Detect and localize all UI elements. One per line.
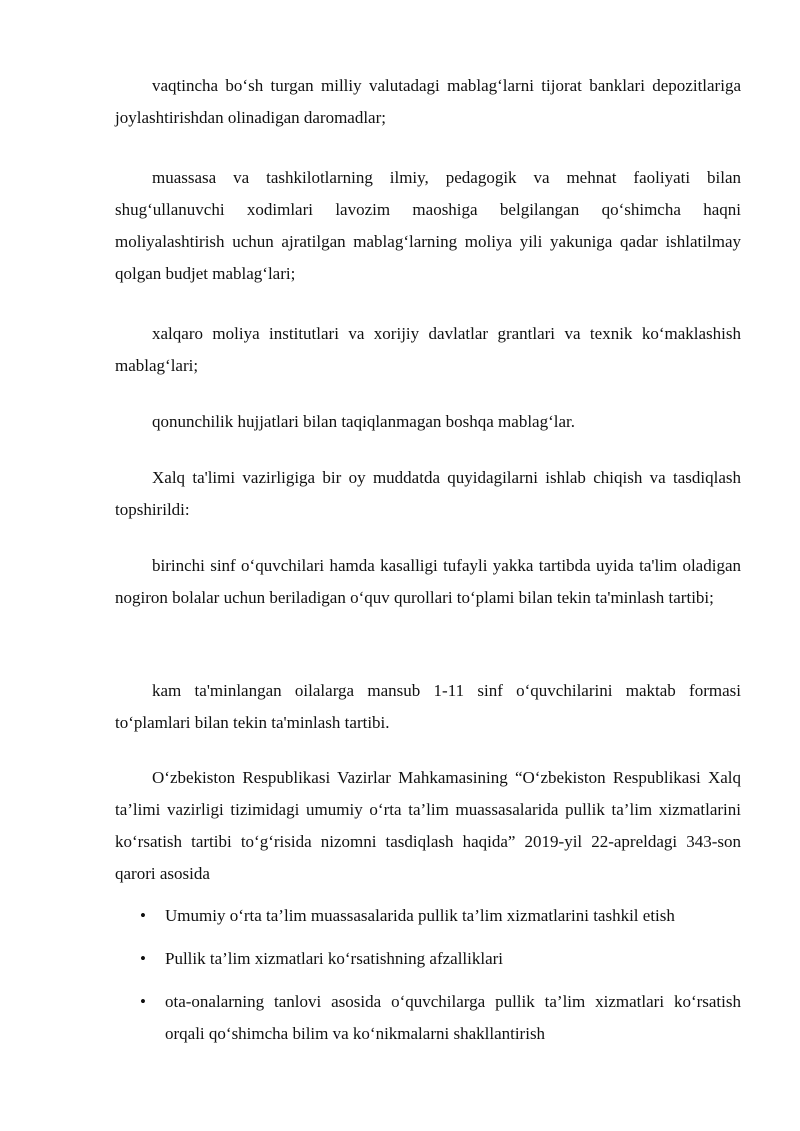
bullet-marker: • [140,949,146,968]
bullet-item-text: Umumiy o‘rta ta’lim muassasalarida pullik ta’lim xizmatlarini tashkil etish [165,906,675,925]
paragraph-school-uniforms: kam ta'minlangan oilalarga mansub 1-11 sinf o‘quvchilarini maktab formasi to‘plamlari bilan tekin ta'minlash tartibi. [115,681,741,732]
paragraph-other-funds: qonunchilik hujjatlari bilan taqiqlanmagan boshqa mablag‘lar. [152,412,575,431]
paragraph-cabinet-resolution: O‘zbekiston Respublikasi Vazirlar Mahkamasining “O‘zbekiston Respublikasi Xalq ta’limi vazirligi tizimidagi umumiy o‘rta ta’lim muassasalarida pullik ta’lim xizmatlarini ko‘rsatish tartibi to‘g‘risida nizomni tasdiqlash haqida” 2019-yil 22-apreldagi 343-son qarori asosida [115,768,741,883]
bullet-item-advantages [140,943,741,975]
bullet-item-text: Pullik ta’lim xizmatlari ko‘rsatishning afzalliklari [165,949,504,968]
bullet-item-parent-choice [140,986,741,1050]
paragraph-deposit-income: vaqtincha bo‘sh turgan milliy valutadagi mablag‘larni tijorat banklari depozitlariga joylashtirishdan olinadigan daromadlar; [115,76,741,127]
paragraph-ministry-assignment: Xalq ta'limi vazirligiga bir oy muddatda quyidagilarni ishlab chiqish va tasdiqlash topshirildi: [115,468,741,519]
bullet-item-organization [140,900,741,932]
bullet-marker: • [140,992,146,1011]
paragraph-first-grade-supplies: birinchi sinf o‘quvchilari hamda kasalligi tufayli yakka tartibda uyida ta'lim oladigan nogiron bolalar uchun beriladigan o‘quv qurollari to‘plami bilan tekin ta'minlash tartibi; [115,556,741,607]
bullet-marker: • [140,906,146,925]
paragraph-international-grants: xalqaro moliya institutlari va xorijiy davlatlar grantlari va texnik ko‘maklashish mablag‘lari; [115,324,741,375]
paragraph-unused-budget-funds: muassasa va tashkilotlarning ilmiy, pedagogik va mehnat faoliyati bilan shug‘ullanuvchi xodimlari lavozim maoshiga belgilangan qo‘shimcha haqni moliyalashtirish uchun ajratilgan mablag‘larning moliya yili yakuniga qadar ishlatilmay qolgan budjet mablag‘lari; [115,168,741,283]
bullet-item-text: ota-onalarning tanlovi asosida o‘quvchilarga pullik ta’lim xizmatlari ko‘rsatish orqali qo‘shimcha bilim va ko‘nikmalarni shakllantirish [165,992,741,1043]
